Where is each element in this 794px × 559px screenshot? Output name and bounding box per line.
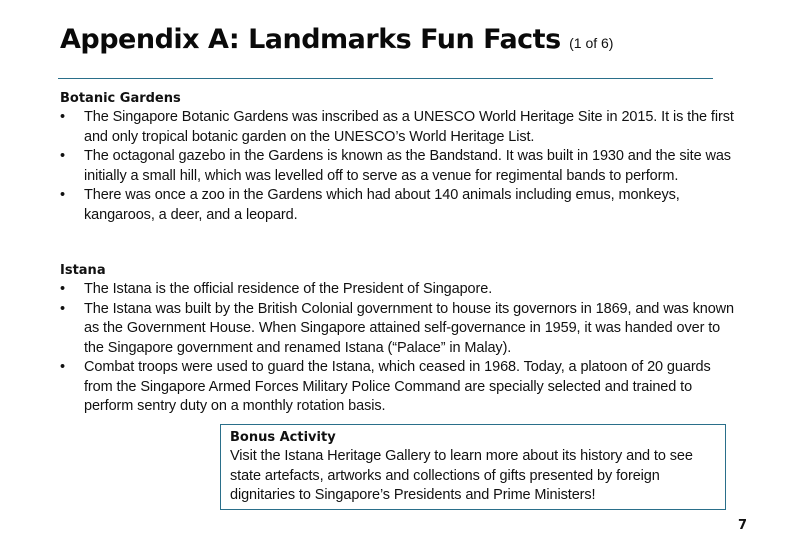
page-title [60,24,613,55]
list-item [60,186,740,225]
bullet-list [60,108,740,225]
list-item-text: Combat troops were used to guard the Istana, which ceased in 1968. Today, a platoon of 20 guards from the Singapore Armed Forces Military Police Command are specially selected and trained to perform sentry duty on a monthly rotation basis. [84,359,711,414]
bullet-icon: • [60,148,65,164]
title-page-count: (1 of 6) [569,35,614,51]
bullet-icon: • [60,300,65,317]
section-heading: Istana [60,263,106,278]
section-heading: Botanic Gardens [60,91,181,106]
list-item [60,147,740,186]
bonus-text: Visit the Istana Heritage Gallery to learn more about its history and to see state artefacts, artworks and collections of gifts presented by foreign dignitaries to Singapore’s Presidents and Prime Ministers! [230,448,693,503]
section-istana [60,262,740,417]
list-item [60,300,740,359]
title-text: Appendix A: Landmarks Fun Facts [60,24,561,55]
list-item-text: The Istana is the official residence of the President of Singapore. [84,281,493,297]
section-botanic-gardens [60,90,740,225]
bullet-icon: • [60,109,65,125]
bullet-icon: • [60,281,65,297]
page-number: 7 [738,518,748,533]
bullet-icon: • [60,359,65,375]
list-item-text: The Istana was built by the British Colonial government to house its governors in 1869, and was known as the Government House. When Singapore attained self-governance in 1959, it was handed over to the Singapore government and renamed Istana (“Palace” in Malay). [84,300,735,356]
list-item-text: The octagonal gazebo in the Gardens is known as the Bandstand. It was built in 1930 and the site was initially a small hill, which was levelled off to serve as a venue for regimental bands to perform. [84,148,731,184]
bullet-list [60,280,740,417]
bullet-icon: • [60,187,65,203]
list-item [60,280,740,300]
list-item-text: There was once a zoo in the Gardens which had about 140 animals including emus, monkeys, kangaroos, a deer, and a leopard. [84,187,680,223]
bonus-heading: Bonus Activity [230,430,336,445]
title-divider [58,78,713,79]
list-item-text: The Singapore Botanic Gardens was inscribed as a UNESCO World Heritage Site in 2015. It is the first and only tropical botanic garden on the UNESCO’s World Heritage List. [84,109,734,145]
bonus-activity-box [220,424,726,510]
list-item [60,358,740,417]
list-item [60,108,740,147]
